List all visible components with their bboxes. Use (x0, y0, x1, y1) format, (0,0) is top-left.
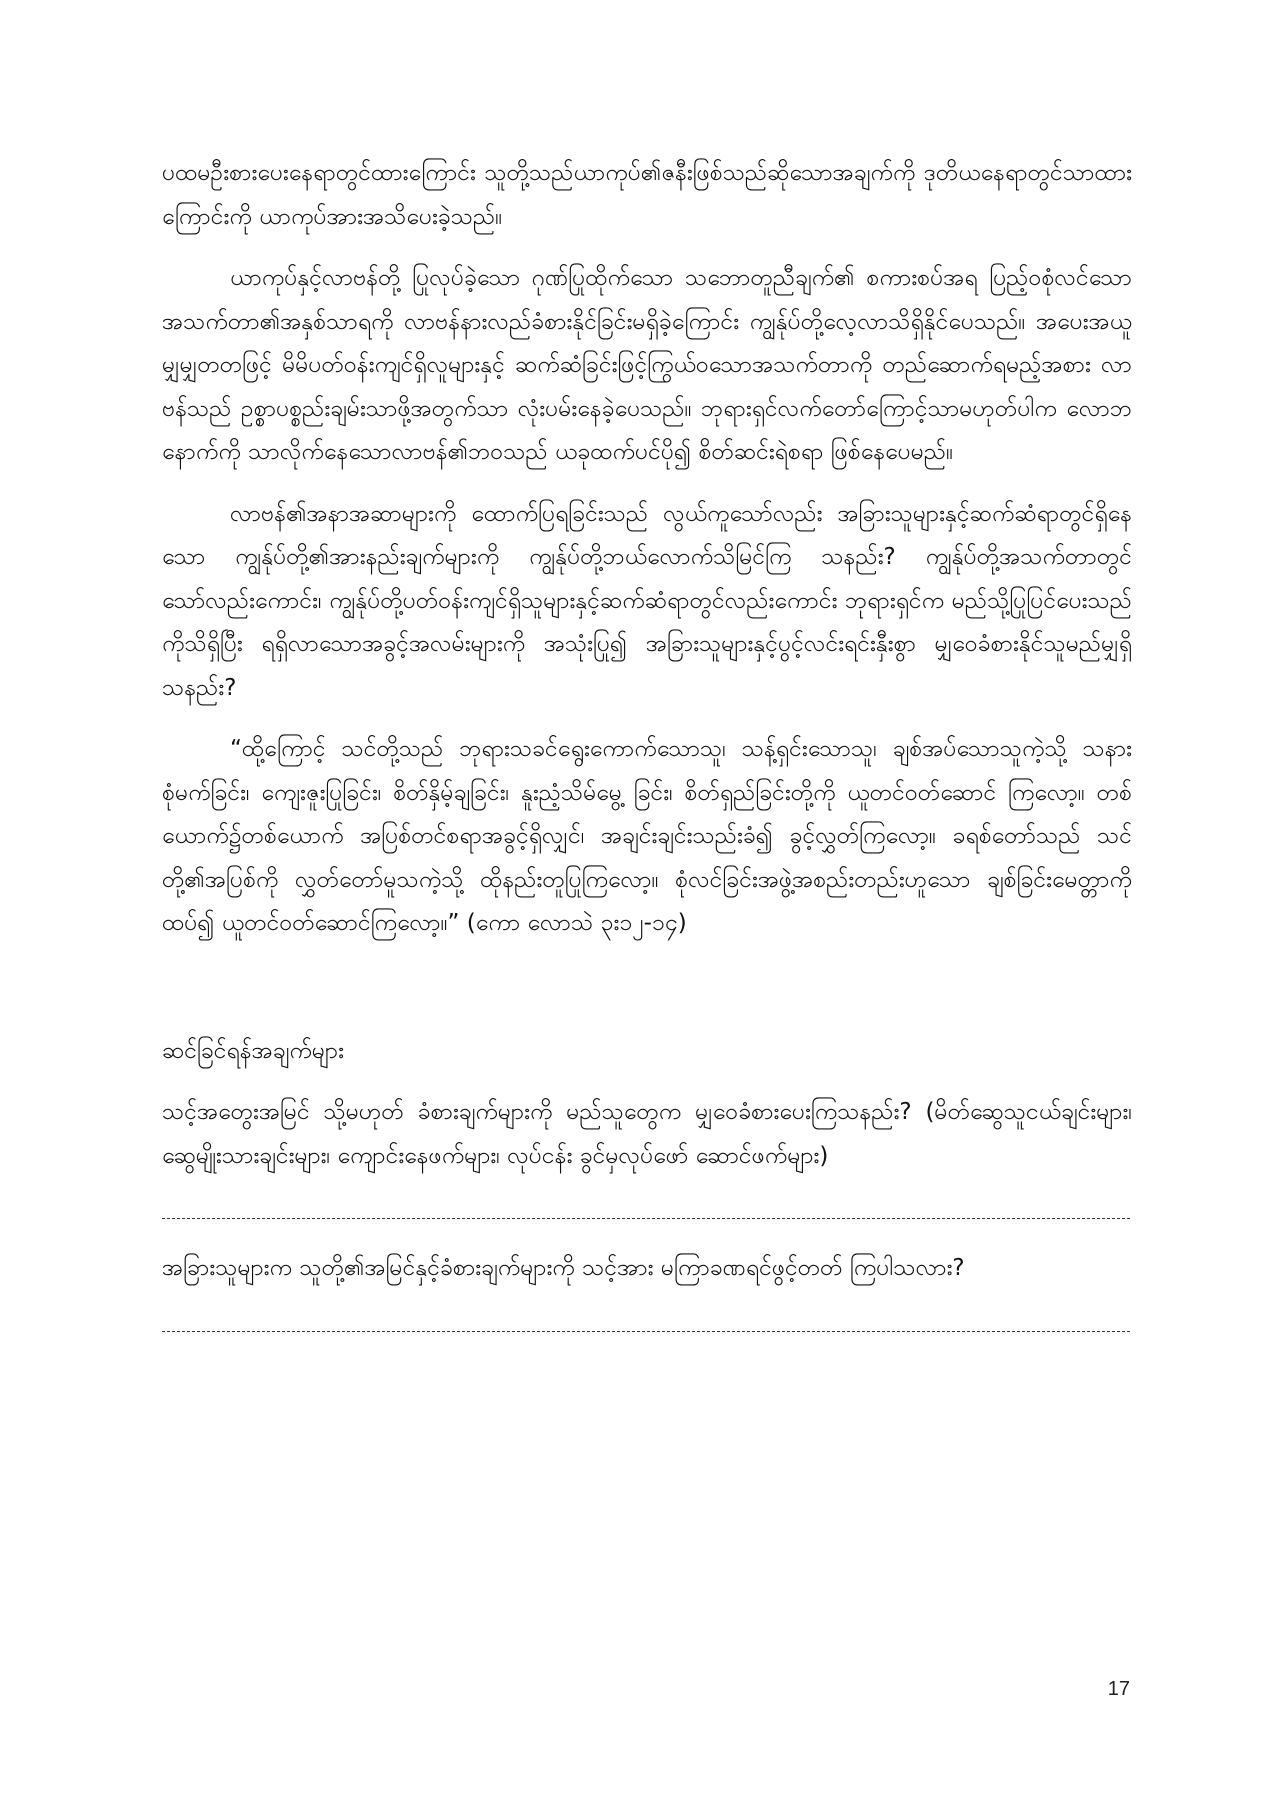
answer-line-2 (162, 1331, 1130, 1332)
body-paragraph-weaknesses: လာဗန်၏အနာအဆာများကို ထောက်ပြရခြင်းသည် လွယ်ကူသော်လည်း အခြားသူများနှင့်ဆက်ဆံရာတွင်ရှိနေသော ကျွန်ုပ်တို့၏အားနည်းချက်များကို ကျွန်ုပ်တို့ဘယ်လောက်သိမြင်ကြ သနည်း? ကျွန်ုပ်တို့အသက်တာတွင်သော်လည်းကောင်း၊ ကျွန်ုပ်တို့ပတ်ဝန်းကျင်ရှိသူများနှင့်ဆက်ဆံရာတွင်လည်းကောင်း ဘုရားရှင်က မည်သို့ပြုပြင်ပေးသည်ကိုသိရှိပြီး ရရှိလာသောအခွင့်အလမ်းများကို အသုံးပြု၍ အခြားသူများနှင့်ပွင့်လင်းရင်းနှီးစွာ မျှဝေခံစားနိုင်သူမည်မျှရှိသနည်း? (162, 500, 1132, 701)
reflection-question-1: သင့်အတွေးအမြင် သို့မဟုတ် ခံစားချက်များကို မည်သူတွေက မျှဝေခံစားပေးကြသနည်း? (မိတ်ဆွေသူငယ်ချင်းများ၊ ဆွေမျိုးသားချင်းများ၊ ကျောင်းနေဖက်များ၊ လုပ်ငန်း ခွင်မှလုပ်ဖော် ဆောင်ဖက်များ) (162, 1099, 1132, 1169)
reflection-heading: ဆင်ခြင်ရန်အချက်များ (162, 1037, 344, 1064)
page-body (162, 152, 1132, 1360)
intro-paragraph: ပထမဦးစားပေးနေရာတွင်ထားကြောင်း သူတို့သည်ယာကုပ်၏ဇနီးဖြစ်သည်ဆိုသောအချက်ကို ဒုတိယနေရာတွင်သာထားကြောင်းကို ယာကုပ်အားအသိပေးခဲ့သည်။ (162, 160, 1132, 230)
page-number: 17 (1107, 1678, 1130, 1700)
answer-line-1 (162, 1218, 1130, 1219)
body-paragraph-laban-life: ယာကုပ်နှင့်လာဗန်တို့ ပြုလုပ်ခဲ့သော ဂုဏ်ပြုထိုက်သော သဘောတူညီချက်၏ စကားစပ်အရ ပြည့်ဝစုံလင်သောအသက်တာ၏အနှစ်သာရကို လာဗန်နားလည်ခံစားနိုင်ခြင်းမရှိခဲ့ကြောင်း ကျွန်ုပ်တို့လေ့လာသိရှိနိုင်ပေသည်။ အပေးအယူမျှမျှတတဖြင့် မိမိပတ်ဝန်းကျင်ရှိလူများနှင့် ဆက်ဆံခြင်းဖြင့်ကြွယ်ဝသောအသက်တာကို တည်ဆောက်ရမည့်အစား လာဗန်သည် ဥစ္စာပစ္စည်းချမ်းသာဖို့အတွက်သာ လုံးပမ်းနေခဲ့ပေသည်။ ဘုရားရှင်လက်တော်ကြောင့်သာမဟုတ်ပါက လောဘနောက်ကို သာလိုက်နေသောလာဗန်၏ဘဝသည် ယခုထက်ပင်ပို၍ စိတ်ဆင်းရဲစရာ ဖြစ်နေပေမည်။ (162, 265, 1132, 465)
reflection-question-2: အခြားသူများက သူတို့၏အမြင်နှင့်ခံစားချက်များကို သင့်အား မကြာခဏရင်ဖွင့်တတ် ကြပါသလား? (162, 1255, 965, 1281)
scripture-quote: “ထို့ကြောင့် သင်တို့သည် ဘုရားသခင်ရွေးကောက်သောသူ၊ သန့်ရှင်းသောသူ၊ ချစ်အပ်သောသူကဲ့သို့ သနားစုံမက်ခြင်း၊ ကျေးဇူးပြုခြင်း၊ စိတ်နှိမ့်ချခြင်း၊ နူးညံ့သိမ်မွေ့ ခြင်း၊ စိတ်ရှည်ခြင်းတို့ကို ယူတင်ဝတ်ဆောင် ကြလော့။ တစ်ယောက်၌တစ်ယောက် အပြစ်တင်စရာအခွင့်ရှိလျှင်၊ အချင်းချင်းသည်းခံ၍ ခွင့်လွှတ်ကြလော့။ ခရစ်တော်သည် သင်တို့၏အပြစ်ကို လွှတ်တော်မူသကဲ့သို့ ထိုနည်းတူပြုကြလော့။ စုံလင်ခြင်းအဖွဲ့အစည်းတည်းဟူသော ချစ်ခြင်းမေတ္တာကိုထပ်၍ ယူတင်ဝတ်ဆောင်ကြလော့။” (ကော လောသဲ ၃း၁၂-၁၄) (162, 736, 1132, 936)
